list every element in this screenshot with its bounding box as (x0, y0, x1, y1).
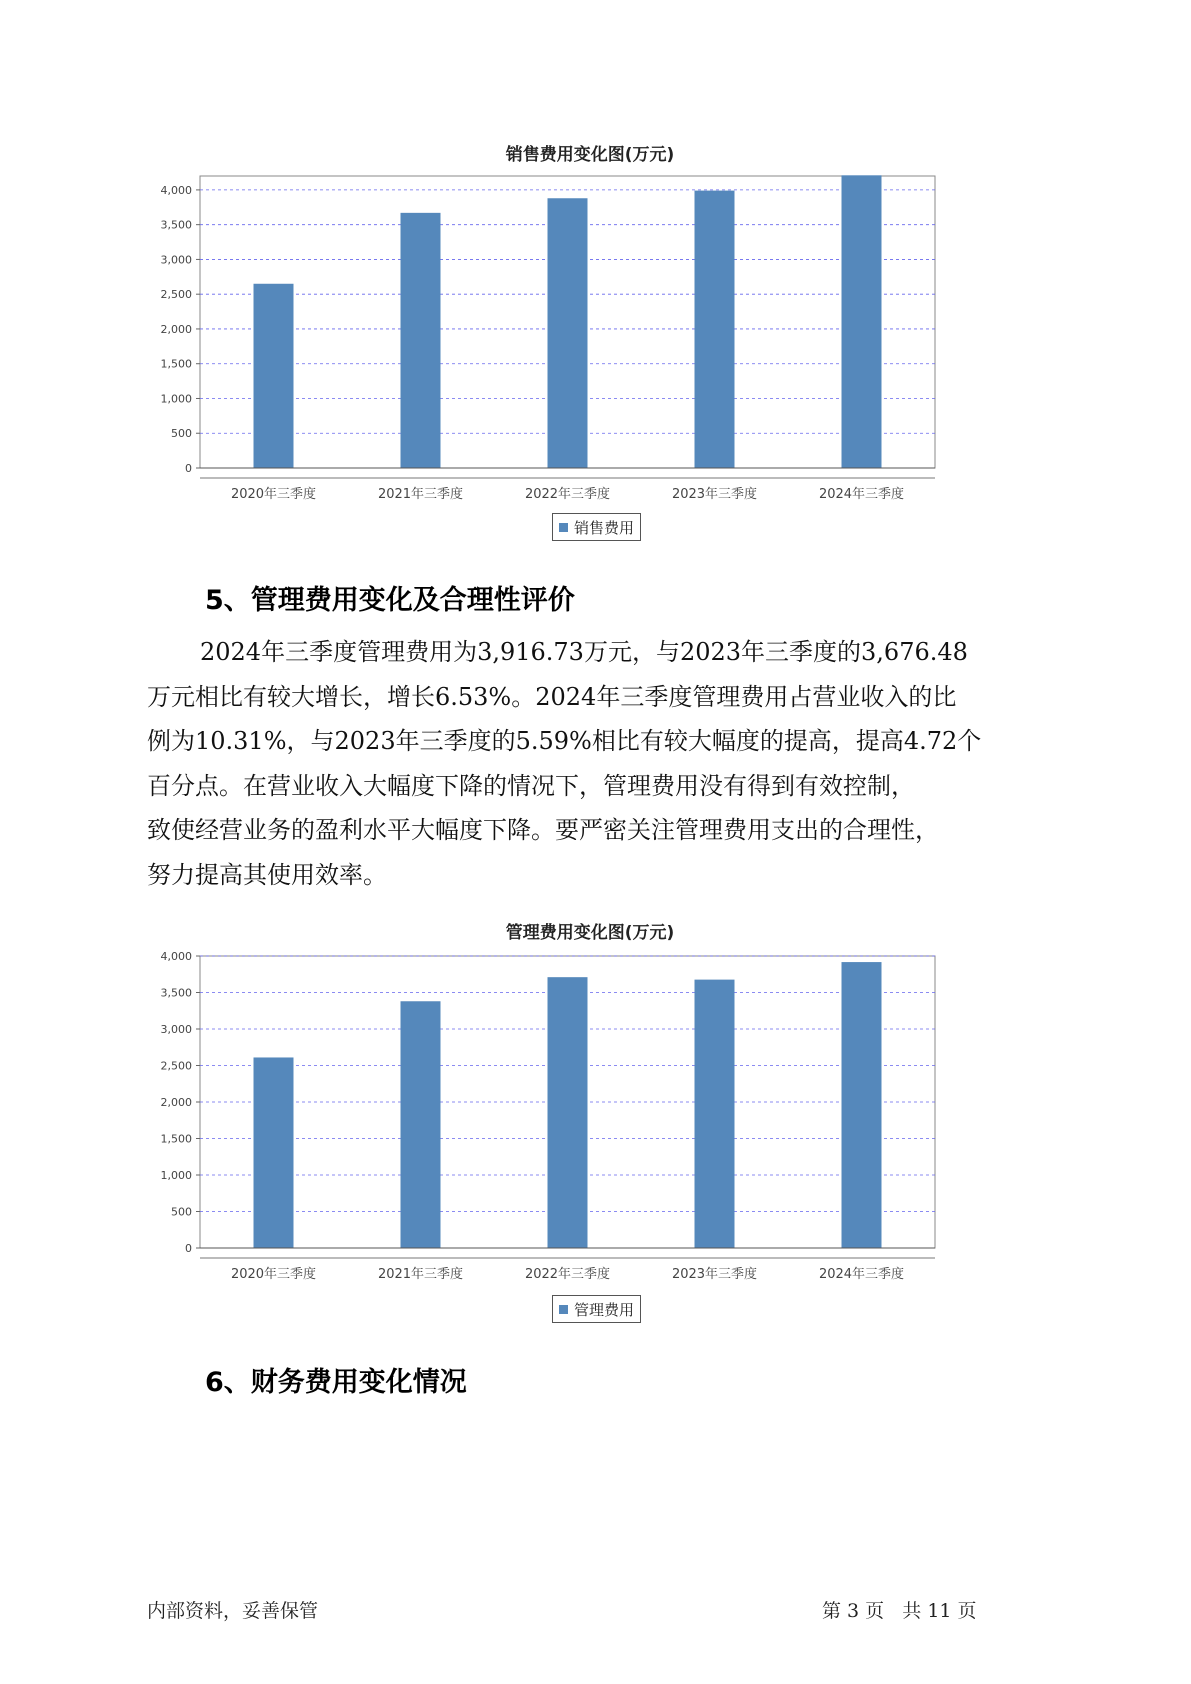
x-tick-label: 2020年三季度 (230, 487, 317, 502)
y-tick-label: 3,000 (160, 253, 192, 267)
x-tick-label: 2022年三季度 (524, 487, 611, 502)
y-tick-label: 1,000 (160, 392, 192, 406)
x-tick-label: 2021年三季度 (377, 487, 464, 502)
chart-plot (140, 170, 1040, 550)
legend-swatch (559, 523, 568, 532)
bar (254, 284, 294, 468)
bar (842, 962, 882, 1248)
y-tick-label: 3,500 (160, 218, 192, 232)
y-tick-label: 2,500 (160, 1059, 192, 1073)
y-tick-label: 4,000 (160, 950, 192, 963)
y-tick-label: 1,500 (160, 1132, 192, 1146)
y-tick-label: 1,000 (160, 1169, 192, 1182)
y-tick-label: 0 (185, 462, 192, 475)
paragraph-line: 例为10.31%，与2023年三季度的5.59%相比有较大幅度的提高，提高4.72个 (147, 727, 982, 755)
paragraph-line: 万元相比有较大增长，增长6.53%。2024年三季度管理费用占营业收入的比 (147, 682, 957, 711)
legend-label: 销售费用 (574, 518, 635, 537)
y-tick-label: 4,000 (160, 183, 192, 197)
x-tick-label: 2020年三季度 (230, 1267, 317, 1282)
x-tick-label: 2024年三季度 (818, 487, 905, 502)
paragraph-line: 努力提高其使用效率。 (147, 860, 387, 889)
chart-legend (552, 513, 641, 541)
y-tick-label: 1,500 (160, 357, 192, 371)
y-tick-label: 0 (185, 1242, 192, 1255)
x-tick-label: 2021年三季度 (377, 1267, 464, 1282)
footer-right: 第 3 页 共 11 页 (822, 1600, 977, 1622)
bar (401, 1001, 441, 1248)
chart-title: 管理费用变化图(万元) (505, 923, 675, 943)
admin-expense-chart (140, 910, 1040, 1340)
chart-title: 销售费用变化图(万元) (505, 145, 675, 165)
chart-legend (552, 1295, 641, 1323)
sales-expense-chart (140, 130, 1040, 550)
bar (548, 977, 588, 1248)
paragraph-line: 致使经营业务的盈利水平大幅度下降。要严密关注管理费用支出的合理性， (147, 816, 939, 844)
bar (695, 191, 735, 468)
chart-plot (140, 948, 1040, 1333)
section5-paragraph (147, 630, 1053, 897)
y-tick-label: 500 (171, 1205, 192, 1219)
bar (695, 980, 735, 1248)
paragraph-line: 2024年三季度管理费用为3,916.73万元，与2023年三季度的3,676.48 (200, 638, 968, 666)
bar (548, 198, 588, 468)
section6-heading: 6、财务费用变化情况 (205, 1367, 467, 1398)
x-tick-label: 2023年三季度 (671, 487, 758, 502)
bar (842, 175, 882, 468)
y-tick-label: 3,000 (160, 1023, 192, 1036)
y-tick-label: 2,000 (160, 322, 192, 336)
x-tick-label: 2022年三季度 (524, 1267, 611, 1282)
paragraph-line: 百分点。在营业收入大幅度下降的情况下，管理费用没有得到有效控制， (147, 771, 915, 800)
legend-label: 管理费用 (574, 1300, 635, 1319)
x-tick-label: 2024年三季度 (818, 1267, 905, 1282)
legend-swatch (559, 1305, 568, 1314)
y-tick-label: 2,500 (160, 288, 192, 302)
bar (254, 1057, 294, 1248)
x-tick-label: 2023年三季度 (671, 1267, 758, 1282)
footer-left: 内部资料，妥善保管 (147, 1600, 319, 1622)
y-tick-label: 2,000 (160, 1096, 192, 1109)
bar (401, 213, 441, 468)
y-tick-label: 3,500 (160, 986, 192, 1000)
y-tick-label: 500 (171, 427, 192, 441)
section5-heading: 5、管理费用变化及合理性评价 (205, 585, 575, 616)
